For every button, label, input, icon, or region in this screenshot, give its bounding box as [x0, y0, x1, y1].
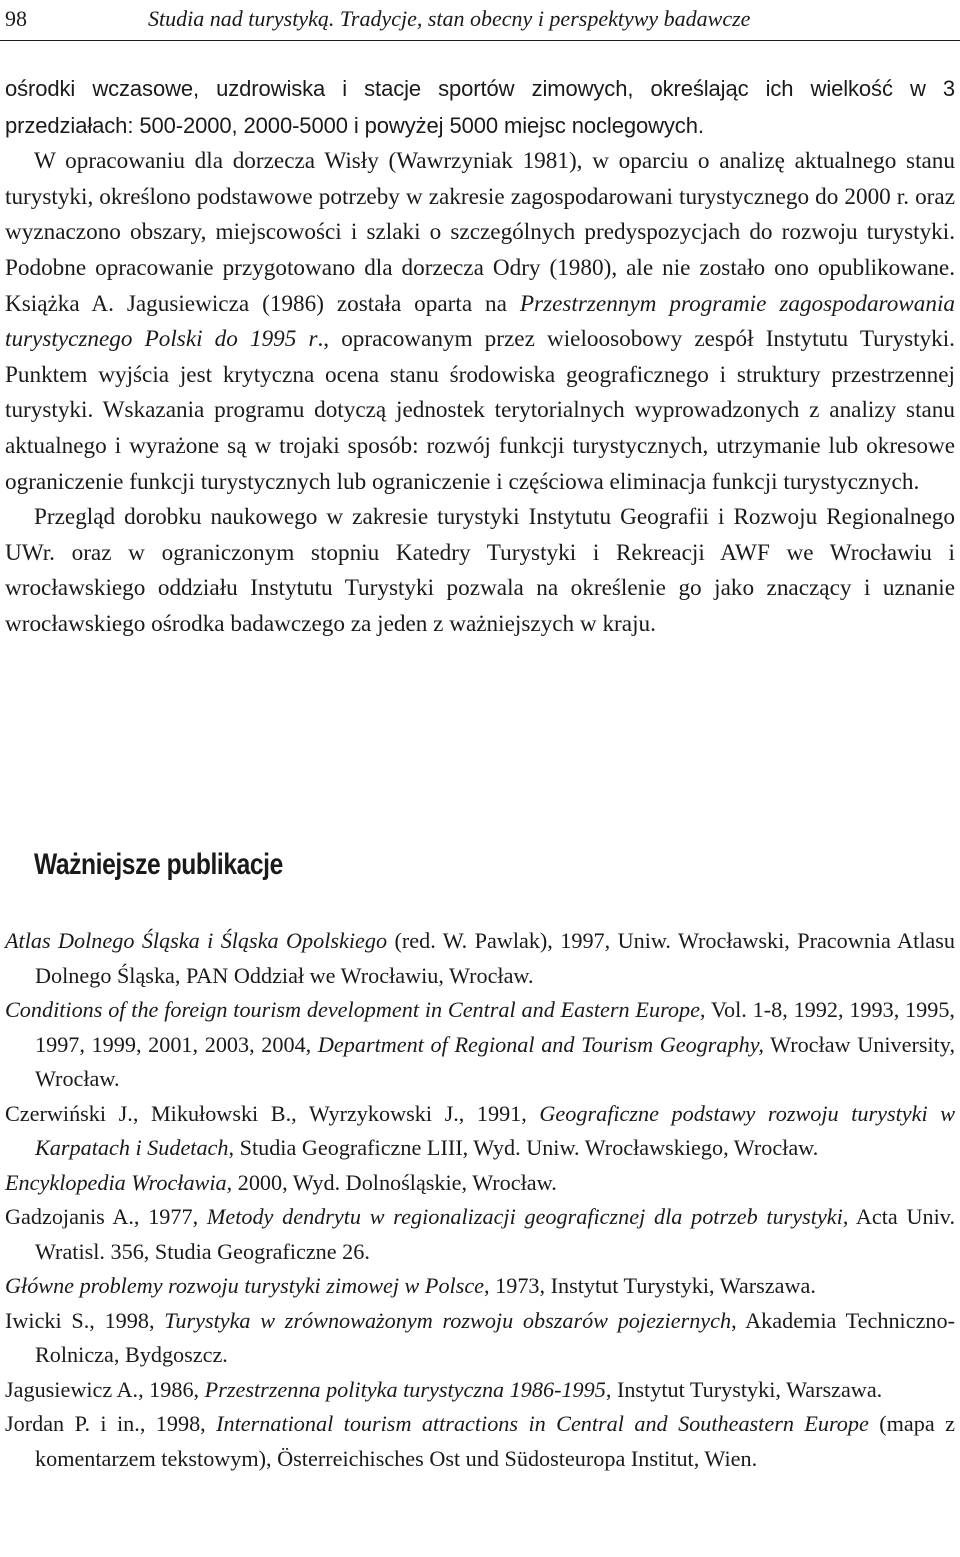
page-number: 98	[5, 6, 27, 31]
reference-details: , Instytut Turystyki, Warszawa.	[605, 1376, 883, 1402]
running-header	[0, 0, 960, 41]
reference-entry	[5, 1097, 955, 1166]
reference-entry	[5, 1407, 955, 1476]
reference-entry	[5, 1373, 955, 1408]
reference-title: Turystyka w zrównoważonym rozwoju obszarów pojeziernych	[164, 1307, 732, 1333]
running-title: Studia nad turystyką. Tradycje, stan obecny i perspektywy badawcze	[148, 6, 751, 31]
reference-authors: Jordan P. i in., 1998,	[5, 1411, 217, 1436]
reference-details: (mapa z komentarzem tekstowym), Österreichisches Ost und Südosteuropa Institut, Wien.	[35, 1411, 955, 1471]
reference-authors: Gadzojanis A., 1977,	[5, 1204, 207, 1229]
reference-details: Vol. 1-8, 1992, 1993, 1995, 1997, 1999, 2001, 2003, 2004,	[35, 997, 955, 1057]
reference-authors: Iwicki S., 1998,	[5, 1307, 165, 1333]
reference-authors: Jagusiewicz A., 1986,	[5, 1376, 205, 1402]
paragraph-2-cited-title: Przestrzennym programie zagospodarowania turystycznego Polski do 1995 r	[5, 290, 955, 353]
paragraph-2-text-a: W opracowaniu dla dorzecza Wisły (Wawrzyniak 1981), w oparciu o analizę aktualnego stanu turystyki, określono podstawowe potrzeby w zakresie zagospodarowani turystycznego do 2000 r. oraz wyznaczono obszary, miejscowości i szlaki o szczególnych predyspozycjach do rozwoju turystyki. Podobne opracowanie przygotowano dla dorzecza Odry (1980), ale nie zostało ono opublikowane. Książka A. Jagusiewicza (1986) została oparta na	[5, 148, 955, 317]
reference-title: Przestrzenna polityka turystyczna 1986-1995	[204, 1376, 606, 1402]
reference-entry	[5, 1304, 955, 1373]
reference-details: , 1973, Instytut Turystyki, Warszawa.	[484, 1273, 816, 1298]
reference-list	[5, 924, 955, 1476]
reference-details: (red. W. Pawlak), 1997, Uniw. Wrocławski, Pracownia Atlasu Dolnego Śląska, PAN Oddział we Wrocławiu, Wrocław.	[35, 928, 955, 988]
paragraph-3-text: Przegląd dorobku naukowego w zakresie turystyki Instytutu Geografii i Rozwoju Regionalnego UWr. oraz w ograniczonym stopniu Katedry Turystyki i Rekreacji AWF we Wrocławiu i wrocławskiego oddziału Instytutu Turystyki pozwala na określenie go jako znaczący i uznanie wrocławskiego ośrodka badawczego za jeden z ważniejszych w kraju.	[5, 504, 955, 637]
reference-title: Atlas Dolnego Śląska i Śląska Opolskiego	[5, 928, 388, 953]
reference-title-2: Department of Regional and Tourism Geography,	[317, 1031, 764, 1057]
reference-entry	[5, 1166, 955, 1201]
reference-title: Metody dendrytu w regionalizacji geograficznej dla potrzeb turystyki	[206, 1204, 843, 1229]
reference-details: , Studia Geograficzne LIII, Wyd. Uniw. Wrocławskiego, Wrocław.	[228, 1135, 819, 1160]
reference-details: , Akademia Techniczno-Rolnicza, Bydgoszcz.	[35, 1307, 955, 1367]
paragraph-2	[5, 144, 955, 500]
reference-title: Główne problemy rozwoju turystyki zimowej w Polsce	[5, 1273, 485, 1298]
reference-entry	[5, 1200, 955, 1269]
reference-entry	[5, 924, 955, 993]
reference-entry	[5, 993, 955, 1097]
reference-details: , Acta Univ. Wratisl. 356, Studia Geograficzne 26.	[35, 1204, 956, 1264]
paragraph-1-text: ośrodki wczasowe, uzdrowiska i stacje sportów zimowych, określając ich wielkość w 3 przedziałach: 500-2000, 2000-5000 i powyżej 5000 miejsc noclegowych.	[5, 76, 955, 138]
section-heading: Ważniejsze publikacje	[34, 848, 283, 881]
reference-title: Geograficzne podstawy rozwoju turystyki w Karpatach i Sudetach	[35, 1100, 955, 1160]
paragraph-1	[5, 71, 955, 144]
paragraph-3	[5, 500, 955, 642]
reference-title: International tourism attractions in Central and Southeastern Europe	[216, 1411, 869, 1436]
reference-title: Encyklopedia Wrocławia	[5, 1169, 227, 1195]
reference-details: , 2000, Wyd. Dolnośląskie, Wrocław.	[226, 1169, 557, 1195]
reference-title: Conditions of the foreign tourism development in Central and Eastern Europe,	[5, 997, 706, 1022]
reference-details-2: Wrocław University, Wrocław.	[35, 1031, 955, 1091]
body-text	[5, 71, 955, 643]
reference-entry	[5, 1269, 955, 1304]
paragraph-2-text-b: ., opracowanym przez wieloosobowy zespół Instytutu Turystyki. Punktem wyjścia jest krytyczna ocena stanu środowiska geograficznego i struktury przestrzennej turystyki. Wskazania programu dotyczą jednostek terytorialnych wyprowadzonych z analizy stanu aktualnego i wyrażone są w trojaki sposób: rozwój funkcji turystycznych, utrzymanie lub okresowe ograniczenie funkcji turystycznych lub ograniczenie i częściowa eliminacja funkcji turystycznych.	[5, 326, 955, 495]
reference-authors: Czerwiński J., Mikułowski B., Wyrzykowski J., 1991,	[5, 1100, 540, 1126]
